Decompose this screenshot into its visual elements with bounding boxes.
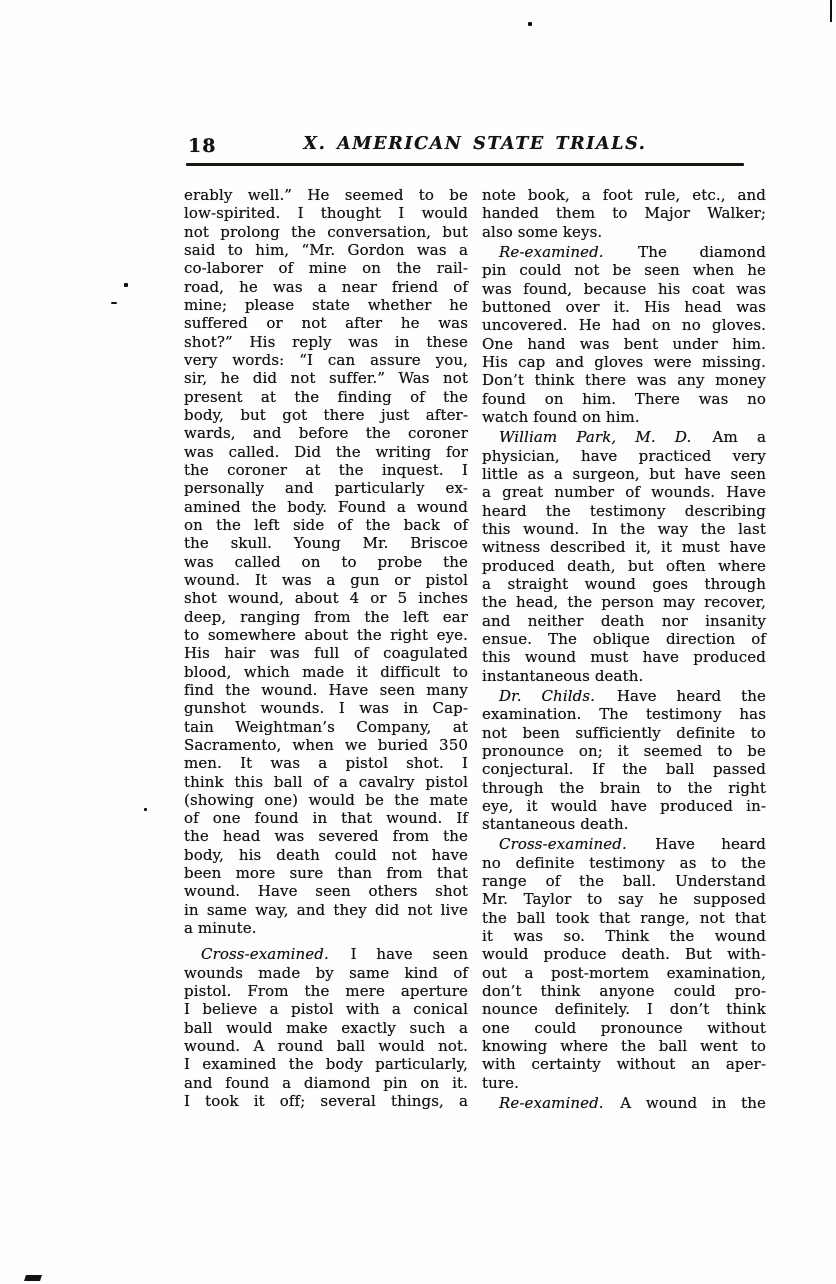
testimony-lead-in: Cross-examined. — [499, 835, 627, 854]
testimony-lead-in: William Park, M. D. — [499, 428, 692, 447]
two-column-text-block — [184, 186, 766, 1112]
text-line: the coroner at the inquest. I — [184, 460, 468, 479]
text-line: a great number of wounds. Have — [482, 483, 766, 502]
scan-speck — [124, 283, 128, 287]
text-line: road, he was a near friend of — [184, 277, 468, 296]
text-line: it was so. Think the wound — [482, 927, 766, 946]
text-line: a straight wound goes through — [482, 574, 766, 593]
text-line: Cross-examined. Have heard — [499, 835, 766, 854]
text-line: uncovered. He had on no gloves. — [482, 316, 766, 335]
text-line: shot?” His reply was in these — [184, 332, 468, 351]
text-line: heard the testimony describing — [482, 501, 766, 520]
text-line: His cap and gloves were missing. — [482, 352, 766, 371]
scan-speck — [528, 22, 532, 26]
text-line: present at the finding of the — [184, 387, 468, 406]
paragraph — [482, 186, 766, 241]
testimony-lead-in: Cross-examined. — [201, 945, 329, 964]
page-header — [184, 133, 766, 161]
text-line: of one found in that wound. If — [184, 809, 468, 828]
text-line: buttoned over it. His head was — [482, 297, 766, 316]
text-line: range of the ball. Understand — [482, 872, 766, 891]
text-line: and neither death nor insanity — [482, 611, 766, 630]
text-line: tain Weightman’s Company, at — [184, 717, 468, 736]
text-line: out a post-mortem examination, — [482, 963, 766, 982]
text-line: knowing where the ball went to — [482, 1037, 766, 1056]
text-line: ensue. The oblique direction of — [482, 629, 766, 648]
text-line: the skull. Young Mr. Briscoe — [184, 534, 468, 553]
text-line: sir, he did not suffer.” Was not — [184, 369, 468, 388]
text-line: gunshot wounds. I was in Cap- — [184, 699, 468, 718]
text-line: wound. Have seen others shot — [184, 882, 468, 901]
text-line: I believe a pistol with a conical — [184, 1000, 468, 1019]
text-line: One hand was bent under him. — [482, 334, 766, 353]
scan-edge-line — [830, 0, 832, 22]
text-line: physician, have practiced very — [482, 446, 766, 465]
text-line: Re-examined. A wound in the — [499, 1094, 766, 1113]
text-line: conjectural. If the ball passed — [482, 760, 766, 779]
text-line: been more sure than from that — [184, 864, 468, 883]
text-line: Re-examined. The diamond — [499, 242, 766, 261]
text-line: wards, and before the coroner — [184, 424, 468, 443]
text-line: not been sufficiently definite to — [482, 723, 766, 742]
text-line: with certainty without an aper- — [482, 1055, 766, 1074]
text-line: His hair was full of coagulated — [184, 644, 468, 663]
text-line: Mr. Taylor to say he supposed — [482, 890, 766, 909]
text-line: no definite testimony as to the — [482, 853, 766, 872]
text-line: erably well.” He seemed to be — [184, 186, 468, 204]
text-line: instantaneous death. — [482, 666, 644, 685]
text-line: handed them to Major Walker; — [482, 204, 766, 223]
text-line: pistol. From the mere aperture — [184, 982, 468, 1001]
text-line: nounce definitely. I don’t think — [482, 1000, 766, 1019]
header-rule — [186, 163, 744, 166]
text-line: ball would make exactly such a — [184, 1018, 468, 1037]
text-line: suffered or not after he was — [184, 314, 468, 333]
text-line: Cross-examined. I have seen — [201, 945, 468, 964]
text-line: to somewhere about the right eye. — [184, 625, 468, 644]
text-line: pin could not be seen when he — [482, 261, 766, 280]
text-line: produced death, but often where — [482, 556, 766, 575]
text-line: a minute. — [184, 919, 257, 938]
paragraph — [184, 186, 468, 937]
text-line: mine; please state whether he — [184, 295, 468, 314]
text-line: the head was severed from the — [184, 827, 468, 846]
text-line: body, but got there just after- — [184, 405, 468, 424]
running-head-title: X. AMERICAN STATE TRIALS. — [303, 134, 647, 154]
text-line: Sacramento, when we buried 350 — [184, 735, 468, 754]
text-line: this wound must have produced — [482, 648, 766, 667]
paragraph — [482, 428, 766, 685]
text-line: I examined the body particularly, — [184, 1055, 468, 1074]
text-line: wound. It was a gun or pistol — [184, 570, 468, 589]
text-line: men. It was a pistol shot. I — [184, 754, 468, 773]
page-number: 18 — [188, 135, 217, 157]
paragraph — [482, 835, 766, 1092]
text-line: (showing one) would be the mate — [184, 790, 468, 809]
text-line: found on him. There was no — [482, 389, 766, 408]
scan-corner-mark — [24, 1275, 42, 1281]
text-line: examination. The testimony has — [482, 705, 766, 724]
text-line: through the brain to the right — [482, 778, 766, 797]
text-line: wound. A round ball would not. — [184, 1037, 468, 1056]
text-line: low-spirited. I thought I would — [184, 204, 468, 223]
scan-speck — [144, 808, 147, 811]
text-line: think this ball of a cavalry pistol — [184, 772, 468, 791]
paragraph — [482, 243, 766, 426]
text-line: was called on to probe the — [184, 552, 468, 571]
text-line: co-laborer of mine on the rail- — [184, 259, 468, 278]
text-line: deep, ranging from the left ear — [184, 607, 468, 626]
paragraph — [482, 1094, 766, 1112]
text-line: and found a diamond pin on it. — [184, 1073, 468, 1092]
testimony-lead-in: Re-examined. — [499, 1094, 604, 1113]
text-line: very words: “I can assure you, — [184, 350, 468, 369]
text-line: on the left side of the back of — [184, 515, 468, 534]
text-column-right — [482, 186, 766, 1112]
text-line: witness described it, it must have — [482, 538, 766, 557]
paragraph — [482, 687, 766, 834]
text-line: note book, a foot rule, etc., and — [482, 186, 766, 204]
text-line: was found, because his coat was — [482, 279, 766, 298]
text-column-left — [184, 186, 468, 1112]
testimony-lead-in: Dr. Childs. — [499, 686, 595, 705]
text-line: eye, it would have produced in- — [482, 796, 766, 815]
text-line: said to him, “Mr. Gordon was a — [184, 240, 468, 259]
text-line: pronounce on; it seemed to be — [482, 741, 766, 760]
text-line: Don’t think there was any money — [482, 371, 766, 390]
text-line: ture. — [482, 1073, 520, 1092]
text-line: the ball took that range, not that — [482, 908, 766, 927]
testimony-lead-in: Re-examined. — [499, 242, 604, 261]
text-line: would produce death. But with- — [482, 945, 766, 964]
scan-speck — [111, 302, 117, 304]
text-line: find the wound. Have seen many — [184, 680, 468, 699]
text-line: amined the body. Found a wound — [184, 497, 468, 516]
text-line: little as a surgeon, but have seen — [482, 464, 766, 483]
text-line: in same way, and they did not live — [184, 900, 468, 919]
text-line: this wound. In the way the last — [482, 519, 766, 538]
text-line: body, his death could not have — [184, 845, 468, 864]
text-line: one could pronounce without — [482, 1018, 766, 1037]
text-line: I took it off; several things, a — [184, 1092, 468, 1111]
text-line: Dr. Childs. Have heard the — [499, 686, 766, 705]
text-line: wounds made by same kind of — [184, 963, 468, 982]
text-line: blood, which made it difficult to — [184, 662, 468, 681]
text-line: not prolong the conversation, but — [184, 222, 468, 241]
text-line: the head, the person may recover, — [482, 593, 766, 612]
text-line: was called. Did the writing for — [184, 442, 468, 461]
text-line: don’t think anyone could pro- — [482, 982, 766, 1001]
text-line: also some keys. — [482, 222, 603, 241]
text-line: William Park, M. D. Am a — [499, 428, 766, 447]
text-line: stantaneous death. — [482, 815, 629, 834]
paragraph — [184, 945, 468, 1110]
text-line: watch found on him. — [482, 407, 640, 426]
text-line: shot wound, about 4 or 5 inches — [184, 589, 468, 608]
text-line: personally and particularly ex- — [184, 479, 468, 498]
